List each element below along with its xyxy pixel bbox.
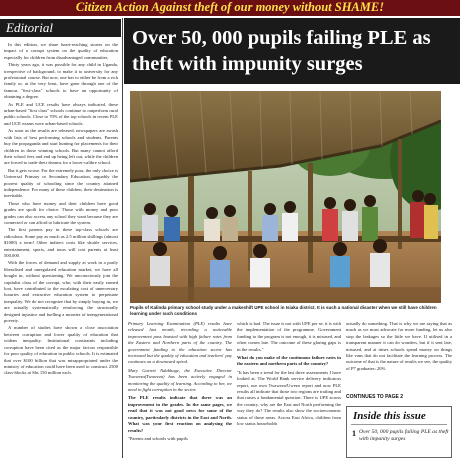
editorial-paragraph: The first parents pay in these top-class schools are ridiculous. Some pay as much as 2.5 million shillings (almost $1000) a term! Other indirect costs like shuttle services, entertainment, sports, and tours will cost parents at least 500,000. — [4, 227, 118, 258]
editorial-paragraph: Those who have money and their children have good grades are spoilt for choice. Those with money and poor grades can also access any school they want because they are connected or can afford to lubricate the system. — [4, 200, 118, 225]
article-paragraph: "Parents and schools with pupils — [128, 435, 188, 441]
editorial-body — [4, 42, 118, 456]
banner-tagline: Citizen Action Against theft of our money without SHAME! — [75, 0, 385, 14]
editorial-paragraph: In this edition, we share heart-reaching stories on the impact of a corrupt system on the quality of education especially for children from disadvantaged communities. — [4, 42, 118, 60]
banner-bar — [0, 0, 460, 16]
editorial-paragraph: A number of studies have shown a close association between corruption and lower quality of education that widens inequality. Institutional constraints including corruption have been cited as the major factors responsible for poor quality of education in public schools. It is estimated that over $100 billion that was misappropriated under the ministry of education could have been used to construct 2500 class-blocks at Shs 150 million each. — [4, 325, 118, 376]
editorial-paragraph: But it gets worse. For the extremely poor, the only choice is Universal Primary or Secondary Education, arguably the poorest quality of schooling since the country attained independence. For many of these children, their destination is inevitable. — [4, 167, 118, 199]
editorial-paragraph: Thirty years ago, it was possible for any child in Uganda, irrespective of background, to make it to university for any professional course. But now, one has to either be from a rich family or, at the very least, have gone through one of the famous "first-class" schools to have an opportunity of obtaining a degree. — [4, 62, 118, 100]
inside-this-issue-box — [346, 406, 452, 458]
article-paragraph: "It has been a trend for the last three assessments I have looked at. The World Bank service delivery indicators report, our own Twaweza/Uwezo report and now PLE results all indicate that those two regions are trailing and that raises a fundamental question. There is UPE across the country, why are the East and North performing the way they do? The results also show the socioeconomic status of those areas. Across East Africa, children from low status households — [237, 369, 341, 427]
photo-caption: Pupils of Kalinda primary school study under a makeshift UPE school in Isiaka district. It is such a national disaster when we still have children learning under such conditions — [130, 305, 437, 316]
article-column-3 — [346, 321, 452, 387]
editorial-heading: Editorial — [6, 20, 53, 35]
article-paragraph: Mary Garrett Ndabhage, the Executive Director Twaweza(Twaweza) has been actively engaged in monitoring the quality of learning. According to her, we need to fight corruption in the sector. — [128, 367, 232, 393]
interview-question: The PLE results indicate that there was an improvement in the grades. In the same pages, we read that it was not good news for some of the country, particularly districts in the East and North. What was your first reaction on analysing the results? — [128, 395, 232, 433]
inside-item-link[interactable]: Over 50, 000 pupils failing PLE as theft with impunity surges — [359, 429, 449, 442]
article-column-1 — [128, 321, 232, 460]
editorial-paragraph: As soon as the results are released, newspapers are awash with lists of best performing schools and students. Parents buy the propaganda and start hunting for placements for their children in those winning schools. But many cannot afford their school fees and end up being left out, while the children are forced to trade their dreams for a lower-calibre school. — [4, 128, 118, 166]
editorial-heading-bar — [0, 19, 121, 37]
article-column-2 — [237, 321, 341, 460]
inside-title: Inside this issue — [353, 410, 426, 422]
editorial-column — [0, 16, 121, 460]
continues-link[interactable]: CONTINUES TO PAGE 2 — [346, 394, 404, 400]
article-paragraph: actually do something. That is why we are saying that as much as we must advocate for more funding, let us also stop the leakages so the little we have. If utilised in a transparent manner it can do wonders, but if it sent late, misused, and at times schools spend money on things like vans that do not facilitate the learning process. The outcome of that is the nature of results we see, the quality of P7 graduates: 20% — [346, 321, 452, 371]
article-paragraph: which is bad. The issue is not with UPE per se, it is with the implementation of the programme. Government funding to the program is not enough, it is misused, and often comes late. The outcome of these glaring gaps is in the results." — [237, 321, 341, 352]
main-headline: Over 50, 000 pupils failing PLE as theft with impunity surges — [132, 27, 431, 75]
classroom-photo-illustration — [130, 91, 441, 303]
inside-divider — [351, 424, 447, 425]
editorial-paragraph: With the forces of demand and supply at work in a partly liberalised and unregulated education market, we have all bought in, without questioning. We unconsciously join the capitalist class of the corrupt, who, with their easily earned loot, have contributed to the escalating cost of unnecessary luxuries and extractive education system to perpetuate inequality. We do not recognize that by simply buying in, we are actually systematically reinforcing the structurally designed injustice and fuelling a monster of intergenerational poverty. — [4, 260, 118, 324]
interview-question: What do you make of the continuous failure rates in the eastern and northern parts of the country? — [237, 355, 341, 367]
column-divider — [122, 18, 123, 458]
headline-box — [124, 18, 460, 84]
editorial-paragraph: As PLE and UCE results have always indicated, these urban-based "first class" schools continue to outperform rural public schools. Close to 70% of the top schools in recent PLE and UCE exams were urban-based schools. — [4, 101, 118, 126]
inside-item-number: 1 — [352, 429, 356, 438]
lead-photo — [130, 91, 441, 303]
article-paragraph: Primary Learning Examination (PLE) results have released last month, recording a noticeable improvement pass boasted with high failure rates from the Eastern and Northern parts of the country. The government funding to the education sector has increased but the quality of education and teachers' pay continues on a downward spiral. — [128, 321, 232, 365]
